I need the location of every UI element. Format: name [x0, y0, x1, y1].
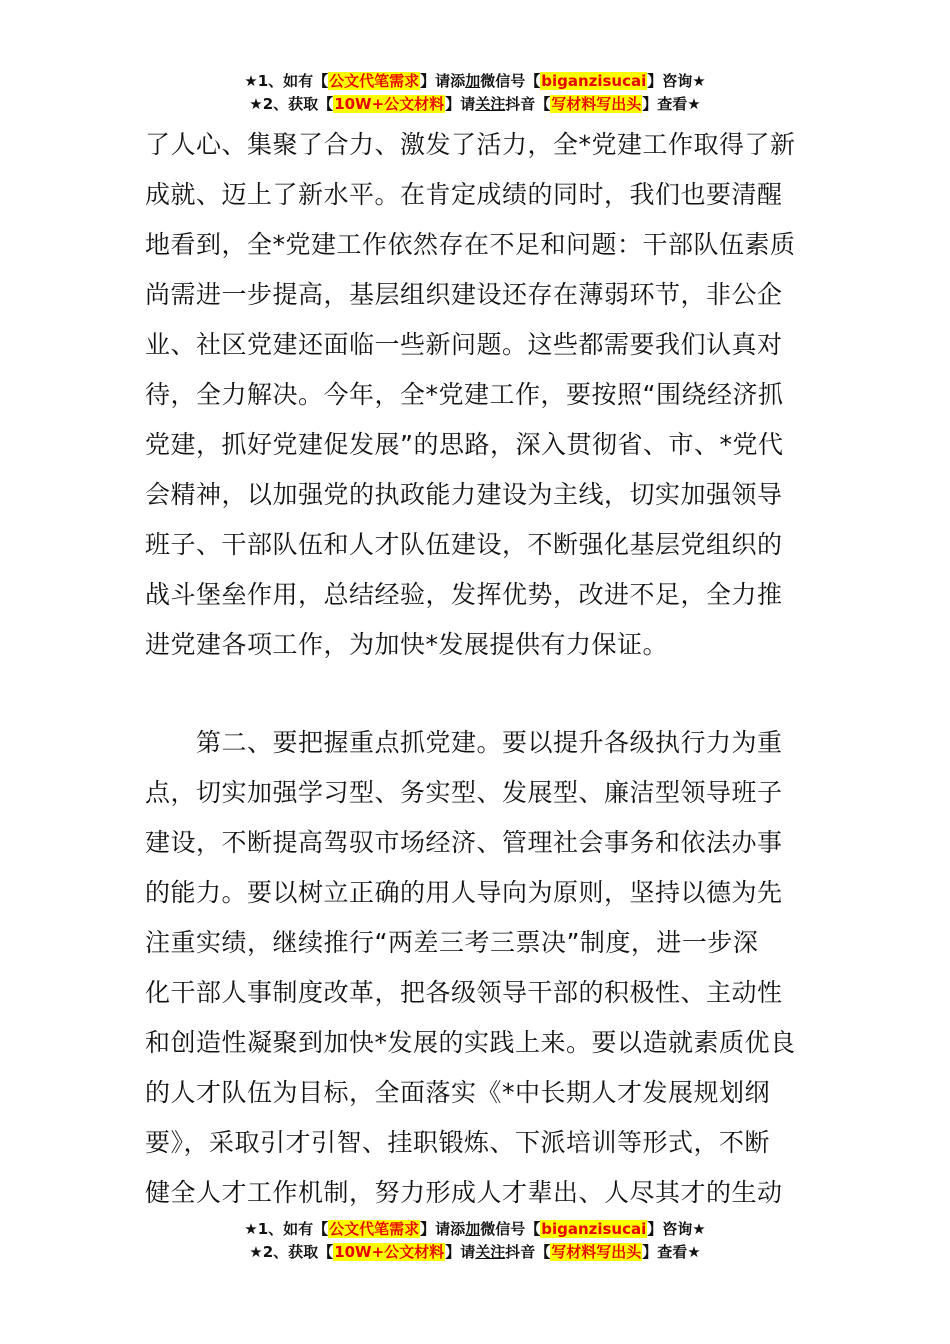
text-line: 尚需进一步提高，基层组织建设还存在薄弱环节，非公企 [145, 280, 783, 309]
promo-text: 】请 [445, 1243, 476, 1261]
text-line: 了人心、集聚了合力、激发了活力，全*党建工作取得了新 [145, 130, 796, 159]
text-line: 党建，抓好党建促发展”的思路，深入贯彻省、市、*党代 [145, 430, 784, 459]
promo-line-1 [0, 70, 950, 93]
text-line: 会精神，以加强党的执政能力建设为主线，切实加强领导 [145, 480, 783, 509]
promo-text: 微信号【 [480, 1220, 541, 1238]
text-line: 地看到，全*党建工作依然存在不足和问题：干部队伍素质 [145, 230, 796, 259]
promo-text: 】查看★ [642, 95, 701, 113]
body-paragraph-2 [145, 718, 810, 1218]
promo-underlined-text: 加 [465, 72, 481, 90]
promo-text: ★1、如有【 [244, 72, 329, 90]
promo-douyin-id: 写材料写出头 [551, 1243, 642, 1261]
promo-text: 抖音【 [505, 1243, 551, 1261]
promo-highlight: 10W+公文材料 [334, 1243, 445, 1261]
text-line: 健全人才工作机制，努力形成人才辈出、人尽其才的生动 [145, 1178, 783, 1207]
text-line: 班子、干部队伍和人才队伍建设，不断强化基层党组织的 [145, 530, 783, 559]
text-line: 第二、要把握重点抓党建。要以提升各级执行力为重 [145, 728, 783, 757]
text-line: 注重实绩，继续推行“两差三考三票决”制度，进一步深 [145, 928, 759, 957]
promo-wechat-id: biganzisucai [541, 1220, 647, 1238]
promo-text: 】请添 [420, 1220, 466, 1238]
promo-text: 】咨询★ [647, 72, 706, 90]
promo-text: ★2、获取【 [249, 95, 334, 113]
promo-banner-top [0, 70, 950, 116]
text-line: 业、社区党建还面临一些新问题。这些都需要我们认真对 [145, 330, 783, 359]
text-line: 战斗堡垒作用，总结经验，发挥优势，改进不足，全力推 [145, 580, 783, 609]
promo-wechat-id: biganzisucai [541, 72, 647, 90]
text-line: 建设，不断提高驾驭市场经济、管理社会事务和依法办事 [145, 828, 783, 857]
promo-underlined-text: 加 [465, 1220, 481, 1238]
promo-banner-bottom [0, 1218, 950, 1264]
promo-text: 微信号【 [480, 72, 541, 90]
promo-line-2 [0, 93, 950, 116]
text-line: 化干部人事制度改革，把各级领导干部的积极性、主动性 [145, 978, 783, 1007]
promo-text: ★1、如有【 [244, 1220, 329, 1238]
promo-douyin-id: 写材料写出头 [551, 95, 642, 113]
text-line: 的人才队伍为目标，全面落实《*中长期人才发展规划纲 [145, 1078, 771, 1107]
body-paragraph-1 [145, 120, 810, 670]
text-line: 点，切实加强学习型、务实型、发展型、廉洁型领导班子 [145, 778, 783, 807]
text-line: 成就、迈上了新水平。在肯定成绩的同时，我们也要清醒 [145, 180, 783, 209]
text-line: 待，全力解决。今年，全*党建工作，要按照“围绕经济抓 [145, 380, 784, 409]
promo-highlight: 10W+公文材料 [334, 95, 445, 113]
promo-line-1 [0, 1218, 950, 1241]
promo-text: 】请添 [420, 72, 466, 90]
promo-underlined-text: 关注 [475, 95, 506, 113]
promo-text: 抖音【 [505, 95, 551, 113]
text-line: 的能力。要以树立正确的用人导向为原则，坚持以德为先 [145, 878, 783, 907]
text-line: 要》，采取引才引智、挂职锻炼、下派培训等形式，不断 [145, 1128, 771, 1157]
promo-text: 】查看★ [642, 1243, 701, 1261]
promo-text: 】请 [445, 95, 476, 113]
promo-text: ★2、获取【 [249, 1243, 334, 1261]
promo-text: 】咨询★ [647, 1220, 706, 1238]
promo-line-2 [0, 1241, 950, 1264]
promo-highlight: 公文代笔需求 [329, 1220, 420, 1238]
text-line: 和创造性凝聚到加快*发展的实践上来。要以造就素质优良 [145, 1028, 796, 1057]
promo-highlight: 公文代笔需求 [329, 72, 420, 90]
text-line: 进党建各项工作，为加快*发展提供有力保证。 [145, 630, 669, 659]
promo-underlined-text: 关注 [475, 1243, 506, 1261]
